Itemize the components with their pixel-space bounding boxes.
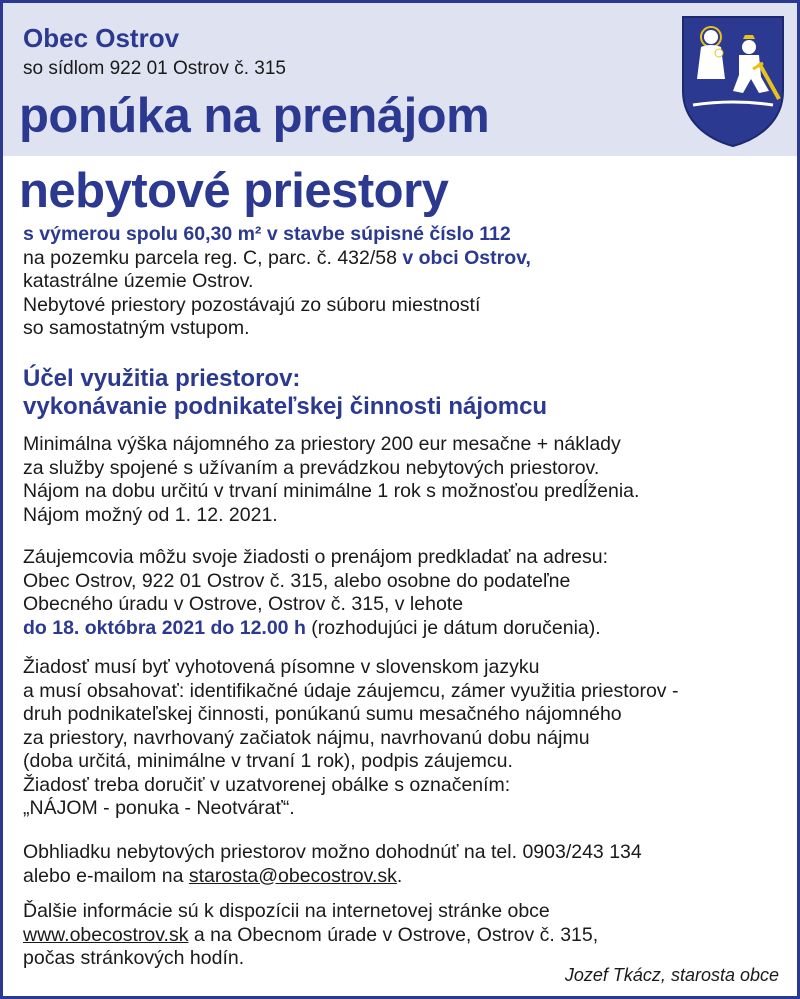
inspection-line-2 xyxy=(23,865,642,889)
title-line-1: ponúka na prenájom xyxy=(19,89,490,143)
org-name: Obec Ostrov xyxy=(23,23,180,53)
org-seat: so sídlom 922 01 Ostrov č. 315 xyxy=(23,58,286,79)
info-line-3: počas stránkových hodín. xyxy=(23,947,245,969)
inspection-section xyxy=(23,841,642,888)
rent-line-4: Nájom možný od 1. 12. 2021. xyxy=(23,503,278,526)
requirements-line-2: a musí obsahovať: identifikačné údaje záujemcu, zámer využitia priestorov - xyxy=(23,679,679,702)
applications-section xyxy=(23,546,608,640)
intro-line-2-plain: na pozemku parcela reg. C, parc. č. 432/58 xyxy=(23,246,403,269)
requirements-line-6: Žiadosť treba doručiť v uzatvorenej obálke s označením: xyxy=(23,773,511,796)
intro-line-1: s výmerou spolu 60,30 m² v stavbe súpisné číslo 112 xyxy=(23,223,511,245)
intro-line-2 xyxy=(23,247,531,271)
header-band xyxy=(3,3,797,156)
info-line-1: Ďalšie informácie sú k dispozícii na internetovej stránke obce xyxy=(23,900,550,922)
intro-line-5: so samostatným vstupom. xyxy=(23,317,250,339)
purpose-line-1: Účel využitia priestorov: xyxy=(23,365,301,392)
purpose-line-2: vykonávanie podnikateľskej činnosti nájomcu xyxy=(23,393,548,420)
rent-line-2: za služby spojené s užívaním a prevádzkou nebytových priestorov. xyxy=(23,456,600,479)
deadline-date: do 18. októbra 2021 do 12.00 h xyxy=(23,616,306,639)
applications-line-1: Záujemcovia môžu svoje žiadosti o prenájom predkladať na adresu: xyxy=(23,546,609,568)
coat-of-arms-icon xyxy=(679,13,787,149)
requirements-line-4: za priestory, navrhovaný začiatok nájmu, navrhovanú dobu nájmu xyxy=(23,726,590,749)
applications-deadline xyxy=(23,617,608,641)
purpose-heading xyxy=(23,365,547,421)
email-link[interactable]: starosta@obecostrov.sk xyxy=(188,864,397,887)
intro-line-4: Nebytové priestory pozostávajú zo súboru miestností xyxy=(23,293,481,316)
requirements-line-5: (doba určitá, minimálne v trvaní 1 rok), podpis záujemcu. xyxy=(23,750,513,772)
inspection-line-2-end: . xyxy=(396,864,403,887)
info-line-2 xyxy=(23,924,598,948)
info-line-2-rest: a na Obecnom úrade v Ostrove, Ostrov č. 315, xyxy=(188,923,599,946)
requirements-line-7: „NÁJOM - ponuka - Neotvárať“. xyxy=(23,797,295,819)
deadline-note: (rozhodujúci je dátum doručenia). xyxy=(305,616,601,639)
inspection-line-2-plain: alebo e-mailom na xyxy=(23,864,189,887)
title-line-2: nebytové priestory xyxy=(19,164,449,218)
rent-line-3: Nájom na dobu určitú v trvaní minimálne 1 rok s možnosťou predĺženia. xyxy=(23,480,640,502)
rent-line-1: Minimálna výška nájomného za priestory 200 eur mesačne + náklady xyxy=(23,433,621,455)
inspection-line-1: Obhliadku nebytových priestorov možno dohodnúť na tel. 0903/243 134 xyxy=(23,841,642,863)
intro-section xyxy=(23,223,531,341)
requirements-section xyxy=(23,656,678,821)
applications-line-3: Obecného úradu v Ostrove, Ostrov č. 315, v lehote xyxy=(23,593,464,615)
website-link[interactable]: www.obecostrov.sk xyxy=(23,923,189,946)
requirements-line-1: Žiadosť musí byť vyhotovená písomne v slovenskom jazyku xyxy=(23,656,540,678)
rent-section xyxy=(23,433,639,527)
intro-line-3: katastrálne územie Ostrov. xyxy=(23,270,254,292)
requirements-line-3: druh podnikateľskej činnosti, ponúkanú sumu mesačného nájomného xyxy=(23,703,622,725)
signature: Jozef Tkácz, starosta obce xyxy=(564,965,779,985)
applications-line-2: Obec Ostrov, 922 01 Ostrov č. 315, alebo osobne do podateľne xyxy=(23,569,571,592)
intro-line-2-bold: v obci Ostrov, xyxy=(402,246,531,269)
info-section xyxy=(23,900,598,971)
